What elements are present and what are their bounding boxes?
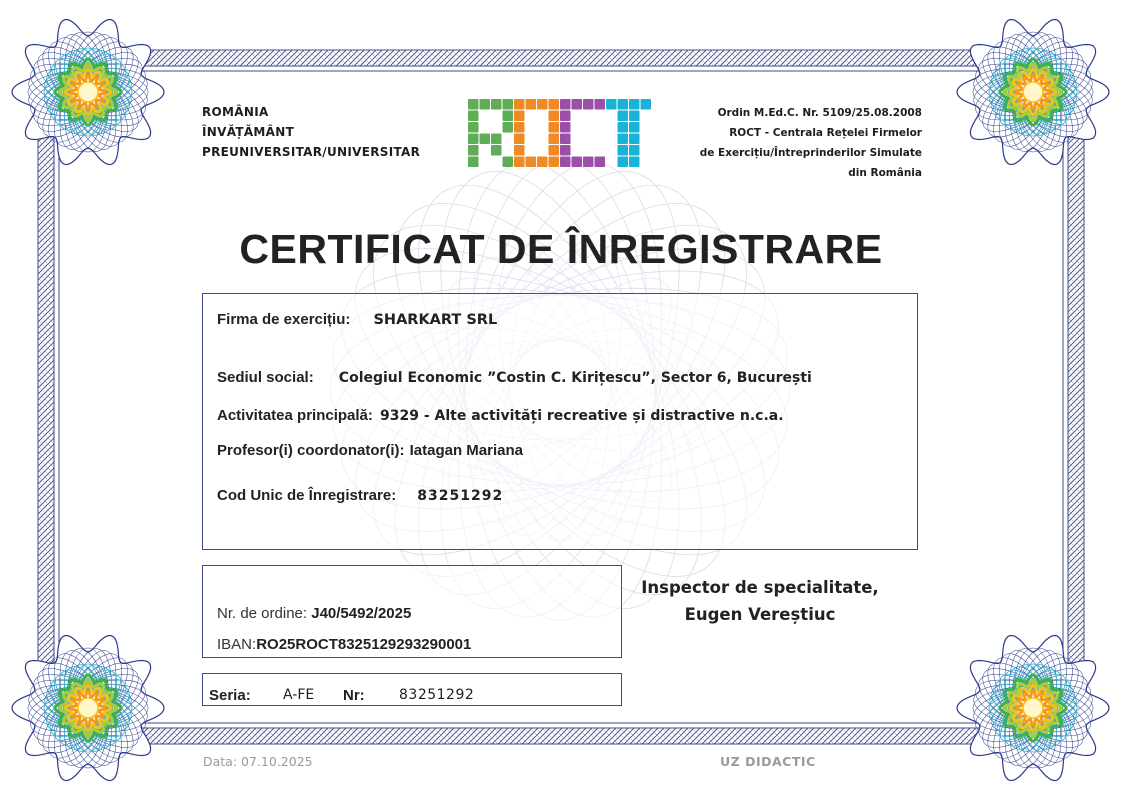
cui-label: Cod Unic de Înregistrare: <box>217 487 397 504</box>
header-roct-name: ROCT - Centrala Rețelei Firmelor <box>729 127 922 139</box>
iban-row <box>217 636 471 653</box>
activitate-label: Activitatea principală: <box>217 407 373 424</box>
sediu-row <box>217 367 812 386</box>
header-level: PREUNIVERSITAR/UNIVERSITAR <box>202 145 421 159</box>
activitate-value: 9329 - Alte activități recreative și distractive n.c.a. <box>379 408 784 424</box>
rosette-ornament <box>957 636 1109 781</box>
seria-label: Seria: <box>209 687 251 704</box>
firma-label: Firma de exercițiu: <box>217 311 351 328</box>
logo-letter-r <box>468 99 513 167</box>
header-order-ref: Ordin M.Ed.C. Nr. 5109/25.08.2008 <box>717 107 922 119</box>
header-roct-country: din România <box>848 167 922 179</box>
header-roct-desc: de Exercițiu/Întreprinderilor Simulate <box>699 147 922 159</box>
iban-label: IBAN: <box>217 636 257 653</box>
usage-note: UZ DIDACTIC <box>720 754 816 769</box>
registry-box <box>202 565 622 658</box>
activitate-row <box>217 405 784 424</box>
roct-logo <box>468 98 652 170</box>
logo-letter-o <box>514 99 559 167</box>
nr-label: Nr: <box>343 687 365 704</box>
inspector-role: Inspector de specialitate, <box>641 578 879 597</box>
header-country-block <box>202 102 420 162</box>
profesor-value: Iatagan Mariana <box>409 442 523 459</box>
logo-letter-t <box>606 99 651 167</box>
order-label: Nr. de ordine: <box>217 605 308 622</box>
header-education: ÎNVĂȚĂMÂNT <box>202 125 295 139</box>
rosette-ornament <box>957 20 1109 165</box>
header-country: ROMÂNIA <box>202 105 269 119</box>
cui-value: 83251292 <box>417 488 504 504</box>
company-details-box <box>202 293 918 550</box>
logo-letter-c <box>560 99 605 167</box>
inspector-block <box>600 574 920 628</box>
seria-box <box>202 673 622 706</box>
firma-row <box>217 309 497 328</box>
sediu-value: Colegiul Economic ”Costin C. Kirițescu”, Sector 6, București <box>338 370 812 386</box>
iban-value: RO25ROCT8325129293290001 <box>256 636 472 653</box>
profesor-label: Profesor(i) coordonator(i): <box>217 442 405 459</box>
rosette-ornament <box>12 636 164 781</box>
seria-value: A-FE <box>283 687 315 703</box>
order-row <box>217 605 411 622</box>
certificate-title: CERTIFICAT DE ÎNREGISTRARE <box>239 226 883 272</box>
cui-row <box>217 485 503 504</box>
order-value: J40/5492/2025 <box>311 605 412 622</box>
profesor-row <box>217 440 523 459</box>
firma-value: SHARKART SRL <box>373 312 498 328</box>
sediu-label: Sediul social: <box>217 369 314 386</box>
issue-date: Data: 07.10.2025 <box>203 754 313 769</box>
nr-value: 83251292 <box>399 687 475 703</box>
inspector-name: Eugen Vereștiuc <box>684 605 836 624</box>
rosette-ornament <box>12 20 164 165</box>
header-order-block <box>700 103 922 183</box>
